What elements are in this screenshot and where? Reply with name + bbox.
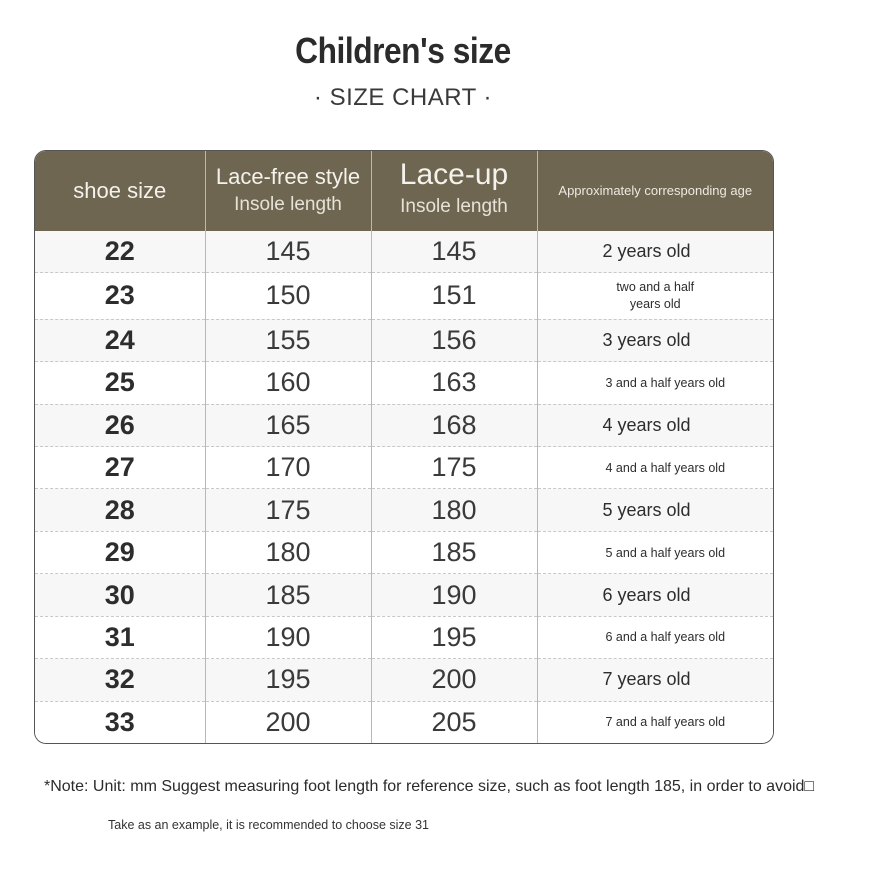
lace-free-length-cell: 165 [205, 404, 371, 446]
table-row [35, 574, 773, 616]
shoe-size-cell: 24 [35, 319, 205, 361]
lace-free-length-cell: 185 [205, 574, 371, 616]
age-cell [537, 574, 773, 616]
table-row [35, 659, 773, 701]
footnote-example: Take as an example, it is recommended to choose size 31 [108, 818, 430, 832]
lace-free-length-cell: 200 [205, 701, 371, 743]
age-cell [537, 659, 773, 701]
table-row [35, 362, 773, 404]
age-label: two and a half years old [616, 279, 695, 311]
age-label: 6 and a half years old [605, 630, 726, 645]
lace-up-length-cell: 156 [371, 319, 537, 361]
age-label: 5 and a half years old [605, 545, 726, 560]
header-age [537, 151, 773, 231]
lace-up-length-cell: 180 [371, 489, 537, 531]
lace-free-length-cell: 150 [205, 273, 371, 319]
table-row [35, 231, 773, 273]
age-cell [537, 273, 773, 319]
age-cell [537, 362, 773, 404]
age-label: 4 years old [602, 414, 691, 435]
lace-up-length-cell: 200 [371, 659, 537, 701]
age-cell [537, 531, 773, 573]
header-row [35, 151, 773, 231]
table-row [35, 616, 773, 658]
lace-free-length-cell: 180 [205, 531, 371, 573]
shoe-size-cell: 29 [35, 531, 205, 573]
shoe-size-cell: 33 [35, 701, 205, 743]
table-row [35, 447, 773, 489]
age-label: 4 and a half years old [605, 460, 726, 475]
shoe-size-cell: 28 [35, 489, 205, 531]
lace-free-length-cell: 160 [205, 362, 371, 404]
lace-up-length-cell: 185 [371, 531, 537, 573]
chart-subtitle: · SIZE CHART · [313, 84, 493, 111]
header-shoe-size [35, 151, 205, 231]
chart-title: Children's size [295, 30, 511, 71]
lace-free-length-cell: 170 [205, 447, 371, 489]
lace-up-length-cell: 145 [371, 231, 537, 273]
table-row [35, 489, 773, 531]
table-row [35, 404, 773, 446]
lace-free-length-cell: 195 [205, 659, 371, 701]
shoe-size-cell: 32 [35, 659, 205, 701]
footnote: *Note: Unit: mm Suggest measuring foot length for reference size, such as foot length 185, in order to avoid□ [44, 778, 815, 795]
shoe-size-cell: 22 [35, 231, 205, 273]
age-label: 6 years old [602, 584, 691, 605]
table-row [35, 319, 773, 361]
shoe-size-cell: 30 [35, 574, 205, 616]
age-label: 7 years old [602, 669, 691, 690]
header-lace-up-insole: Insole length [400, 196, 508, 217]
table-row [35, 701, 773, 743]
header-shoe-size-label: shoe size [73, 178, 167, 203]
age-cell [537, 616, 773, 658]
age-cell [537, 319, 773, 361]
lace-up-length-cell: 190 [371, 574, 537, 616]
age-label: 3 years old [602, 329, 691, 350]
lace-up-length-cell: 205 [371, 701, 537, 743]
shoe-size-cell: 26 [35, 404, 205, 446]
header-lace-free [205, 151, 371, 231]
age-label: 7 and a half years old [605, 715, 726, 730]
header-lace-free-label: Lace-free style [215, 164, 361, 189]
table-row [35, 531, 773, 573]
shoe-size-cell: 25 [35, 362, 205, 404]
header-lace-up-label: Lace-up [399, 158, 509, 191]
lace-up-length-cell: 163 [371, 362, 537, 404]
age-cell [537, 701, 773, 743]
shoe-size-cell: 27 [35, 447, 205, 489]
table-row [35, 273, 773, 319]
lace-up-length-cell: 175 [371, 447, 537, 489]
age-cell [537, 231, 773, 273]
age-label: 3 and a half years old [605, 375, 726, 390]
shoe-size-cell: 23 [35, 273, 205, 319]
age-cell [537, 489, 773, 531]
lace-free-length-cell: 145 [205, 231, 371, 273]
lace-free-length-cell: 190 [205, 616, 371, 658]
size-table [34, 150, 774, 744]
header-age-label: Approximately corresponding age [558, 183, 753, 198]
age-label: 5 years old [602, 499, 691, 520]
age-label: 2 years old [602, 241, 691, 262]
age-cell [537, 404, 773, 446]
lace-up-length-cell: 151 [371, 273, 537, 319]
header-lace-up [371, 151, 537, 231]
lace-up-length-cell: 168 [371, 404, 537, 446]
lace-up-length-cell: 195 [371, 616, 537, 658]
header-lace-free-insole: Insole length [234, 194, 342, 215]
lace-free-length-cell: 175 [205, 489, 371, 531]
shoe-size-cell: 31 [35, 616, 205, 658]
age-cell [537, 447, 773, 489]
lace-free-length-cell: 155 [205, 319, 371, 361]
